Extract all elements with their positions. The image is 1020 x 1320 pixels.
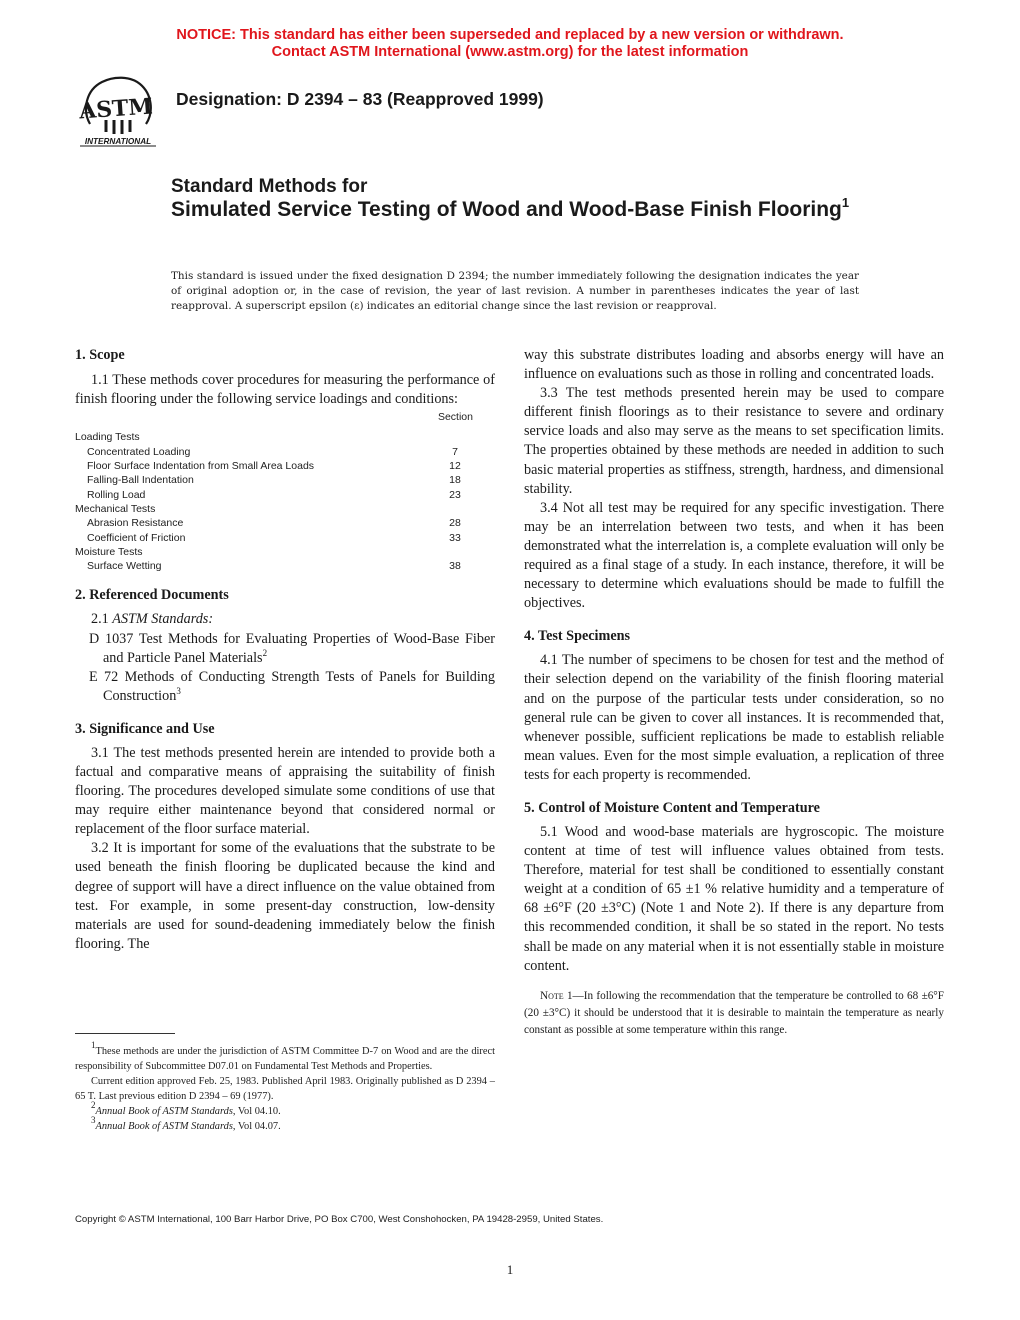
note-1 [524, 988, 944, 1040]
footnote-2 [75, 1100, 495, 1119]
logo-wordmark: ASTM [78, 93, 154, 125]
paragraph-4-1: 4.1 The number of specimens to be chosen for test and the method of their selection depend on the variability of the finish flooring material and on the purpose of the particular tests under consideration, so no general rule can be given to cover all instances. It is recommended that, whenever possible, sufficient replications be made to establish reliable mean values. Even for the most simple evaluation, a replication of three tests for each property is recommended. [524, 652, 944, 783]
issue-note: This standard is issued under the fixed designation D 2394; the number immediately following the designation indicates the year of original adoption or, in the case of revision, the year of last revision. A number in parentheses indicates the year of last reapproval. A superscript epsilon (ε) indicates an editorial change since the last revision or reapproval. [171, 270, 859, 312]
ref-intro-label: ASTM Standards: [112, 611, 214, 628]
table-row-section-number: 33 [449, 531, 461, 544]
title-line-2 [171, 195, 871, 222]
notice-line-2: Contact ASTM International (www.astm.org) for the latest information [271, 44, 749, 60]
paragraph-5-1: 5.1 Wood and wood-base materials are hygroscopic. The moisture content at time of test will influence values obtained from tests. Therefore, material for test shall be conditioned to essentially constant weight at a condition of 65 ±1 % relative humidity and a temperature of 68 ±6°F (20 ±3°C) (Note 1 and Note 2). If there is any departure from this recommended condition, it shall be so stated in the report. No tests shall be made on any material when it is not essentially stable in moisture content. [524, 823, 944, 974]
notice-line-1: NOTICE: This standard has either been superseded and replaced by a new version or withdrawn. [176, 27, 844, 43]
title-block [171, 175, 871, 222]
table-row-section-number: 7 [452, 445, 458, 458]
table-row [75, 430, 495, 444]
table-row-section-number [435, 545, 495, 559]
table-row [75, 459, 495, 473]
footnote-2-title: Annual Book of ASTM Standards [95, 1106, 233, 1118]
table-row [75, 545, 495, 559]
table-row-label: Coefficient of Friction [87, 531, 186, 544]
paragraph-3-2-continued: way this substrate distributes loading and absorbs energy will have an influence on evaluations such as those in rolling and concentrated loads. [524, 347, 944, 383]
reference-e72-footnote-mark: 3 [176, 685, 181, 696]
logo-subtext: INTERNATIONAL [84, 137, 152, 146]
ref-intro [91, 610, 495, 629]
footnote-2-mark: 2 [91, 1100, 96, 1111]
table-header-section: Section [437, 411, 473, 424]
table-row-label: Surface Wetting [87, 560, 162, 573]
footnotes [75, 1040, 495, 1135]
section-heading-referenced-documents: 2. Referenced Documents [75, 587, 229, 604]
designation: Designation: D 2394 – 83 (Reapproved 1999) [176, 89, 544, 109]
table-row-label: Moisture Tests [75, 545, 143, 558]
footnote-1b: Current edition approved Feb. 25, 1983. Published April 1983. Originally published as D 2394 – 65 T. Last previous edition D 2394 – 69 (1977). [75, 1076, 495, 1103]
table-rows [75, 430, 495, 573]
service-loadings-table [75, 410, 495, 573]
left-column [75, 346, 495, 954]
paragraph-3-1: 3.1 The test methods presented herein are intended to provide both a factual and comparative means of appraising the suitability of finish flooring. The procedures developed simulate some conditions of use that may require either maintenance beyond that considered normal or replacement of the floor surface material. [75, 744, 495, 838]
right-column [524, 346, 944, 1039]
copyright: Copyright © ASTM International, 100 Barr Harbor Drive, PO Box C700, West Conshohocken, PA 19428-2959, United States. [75, 1214, 604, 1225]
astm-logo [76, 76, 160, 148]
table-row-label: Loading Tests [75, 431, 140, 444]
table-row [75, 559, 495, 573]
ref-intro-number: 2.1 [91, 611, 113, 628]
title-footnote-mark: 1 [841, 195, 850, 210]
table-row-section-number [435, 430, 495, 444]
footnote-3-mark: 3 [91, 1115, 96, 1126]
footnote-1 [75, 1040, 495, 1074]
footnote-rule [75, 1033, 175, 1034]
table-row [75, 516, 495, 530]
footnote-3-vol: , Vol 04.07. [232, 1121, 281, 1133]
table-row-section-number: 12 [449, 460, 461, 473]
table-row-label: Mechanical Tests [75, 502, 156, 515]
paragraph-3-2: 3.2 It is important for some of the evaluations that the substrate to be used beneath the finish flooring be duplicated because the kind and degree of support will have a direct influence on the value obtained from test. For example, in some present-day construction, low-density materials are used for sound-deadening immediately below the finish flooring. The [75, 840, 495, 952]
section-heading-moisture-control: 5. Control of Moisture Content and Temperature [524, 799, 820, 816]
footnote-3 [75, 1115, 495, 1134]
table-row-section-number [435, 502, 495, 516]
table-row-label: Rolling Load [87, 488, 146, 501]
section-heading-significance: 3. Significance and Use [75, 720, 215, 737]
reference-d1037-footnote-mark: 2 [262, 647, 268, 658]
table-row-section-number: 28 [449, 517, 461, 530]
notice-banner [0, 27, 1020, 61]
title-line-1: Standard Methods for [171, 176, 368, 197]
reference-e72 [75, 668, 495, 706]
table-row [75, 531, 495, 545]
astm-logo-icon [76, 76, 160, 148]
table-row-label: Falling-Ball Indentation [87, 474, 194, 487]
footnote-2-vol: , Vol 04.10. [232, 1106, 281, 1118]
footnote-1-mark: 1 [91, 1040, 96, 1050]
reference-d1037 [75, 630, 495, 668]
section-heading-test-specimens: 4. Test Specimens [524, 628, 631, 645]
table-row-section-number: 18 [449, 474, 461, 487]
footnote-3-title: Annual Book of ASTM Standards [95, 1121, 233, 1133]
table-row-label: Concentrated Loading [87, 445, 191, 458]
table-row [75, 488, 495, 502]
table-row-label: Abrasion Resistance [87, 517, 184, 530]
paragraph-3-3: 3.3 The test methods presented herein may be used to compare different finish floorings as to their resistance to severe and ordinary service loads and also may serve as the means to set specification limits. The properties obtained by these methods are needed in addition to such basic material properties as stiffness, strength, hardness, and dimensional stability. [524, 385, 944, 497]
table-row [75, 473, 495, 487]
reference-d1037-text: D 1037 Test Methods for Evaluating Properties of Wood-Base Fiber and Particle Panel Materials [89, 630, 495, 666]
note-1-label: Note 1 [540, 989, 573, 1002]
reference-e72-text: E 72 Methods of Conducting Strength Tests of Panels for Building Construction [89, 668, 495, 704]
title-main: Simulated Service Testing of Wood and Wood-Base Finish Flooring [171, 198, 842, 221]
table-row [75, 502, 495, 516]
table-row-label: Floor Surface Indentation from Small Area Loads [87, 460, 315, 473]
table-row-section-number: 23 [449, 488, 461, 501]
footnote-1-text: These methods are under the jurisdiction of ASTM Committee D-7 on Wood and are the direct responsibility of Subcommittee D07.01 on Fundamental Test Methods and Properties. [75, 1046, 495, 1073]
paragraph-1-1: 1.1 These methods cover procedures for measuring the performance of finish flooring under the following service loadings and conditions: [75, 372, 495, 408]
table-row-section-number: 38 [449, 560, 461, 573]
note-1-text: —In following the recommendation that the temperature be controlled to 68 ±6°F (20 ±3°C) it should be understood that it is desirable to maintain the temperature as nearly constant as possible at some temperature within this range. [524, 989, 944, 1037]
page-number: 1 [506, 1262, 514, 1277]
paragraph-3-4: 3.4 Not all test may be required for any specific investigation. There may be an interrelation between two tests, and when it has been demonstrated what the interrelation is, a complete evaluation will only be required as a final stage of a study. In each instance, therefore, it will be necessary to determine which evaluations should be made to fulfill the objectives. [524, 499, 944, 612]
section-heading-scope: 1. Scope [75, 347, 125, 363]
table-row [75, 445, 495, 459]
